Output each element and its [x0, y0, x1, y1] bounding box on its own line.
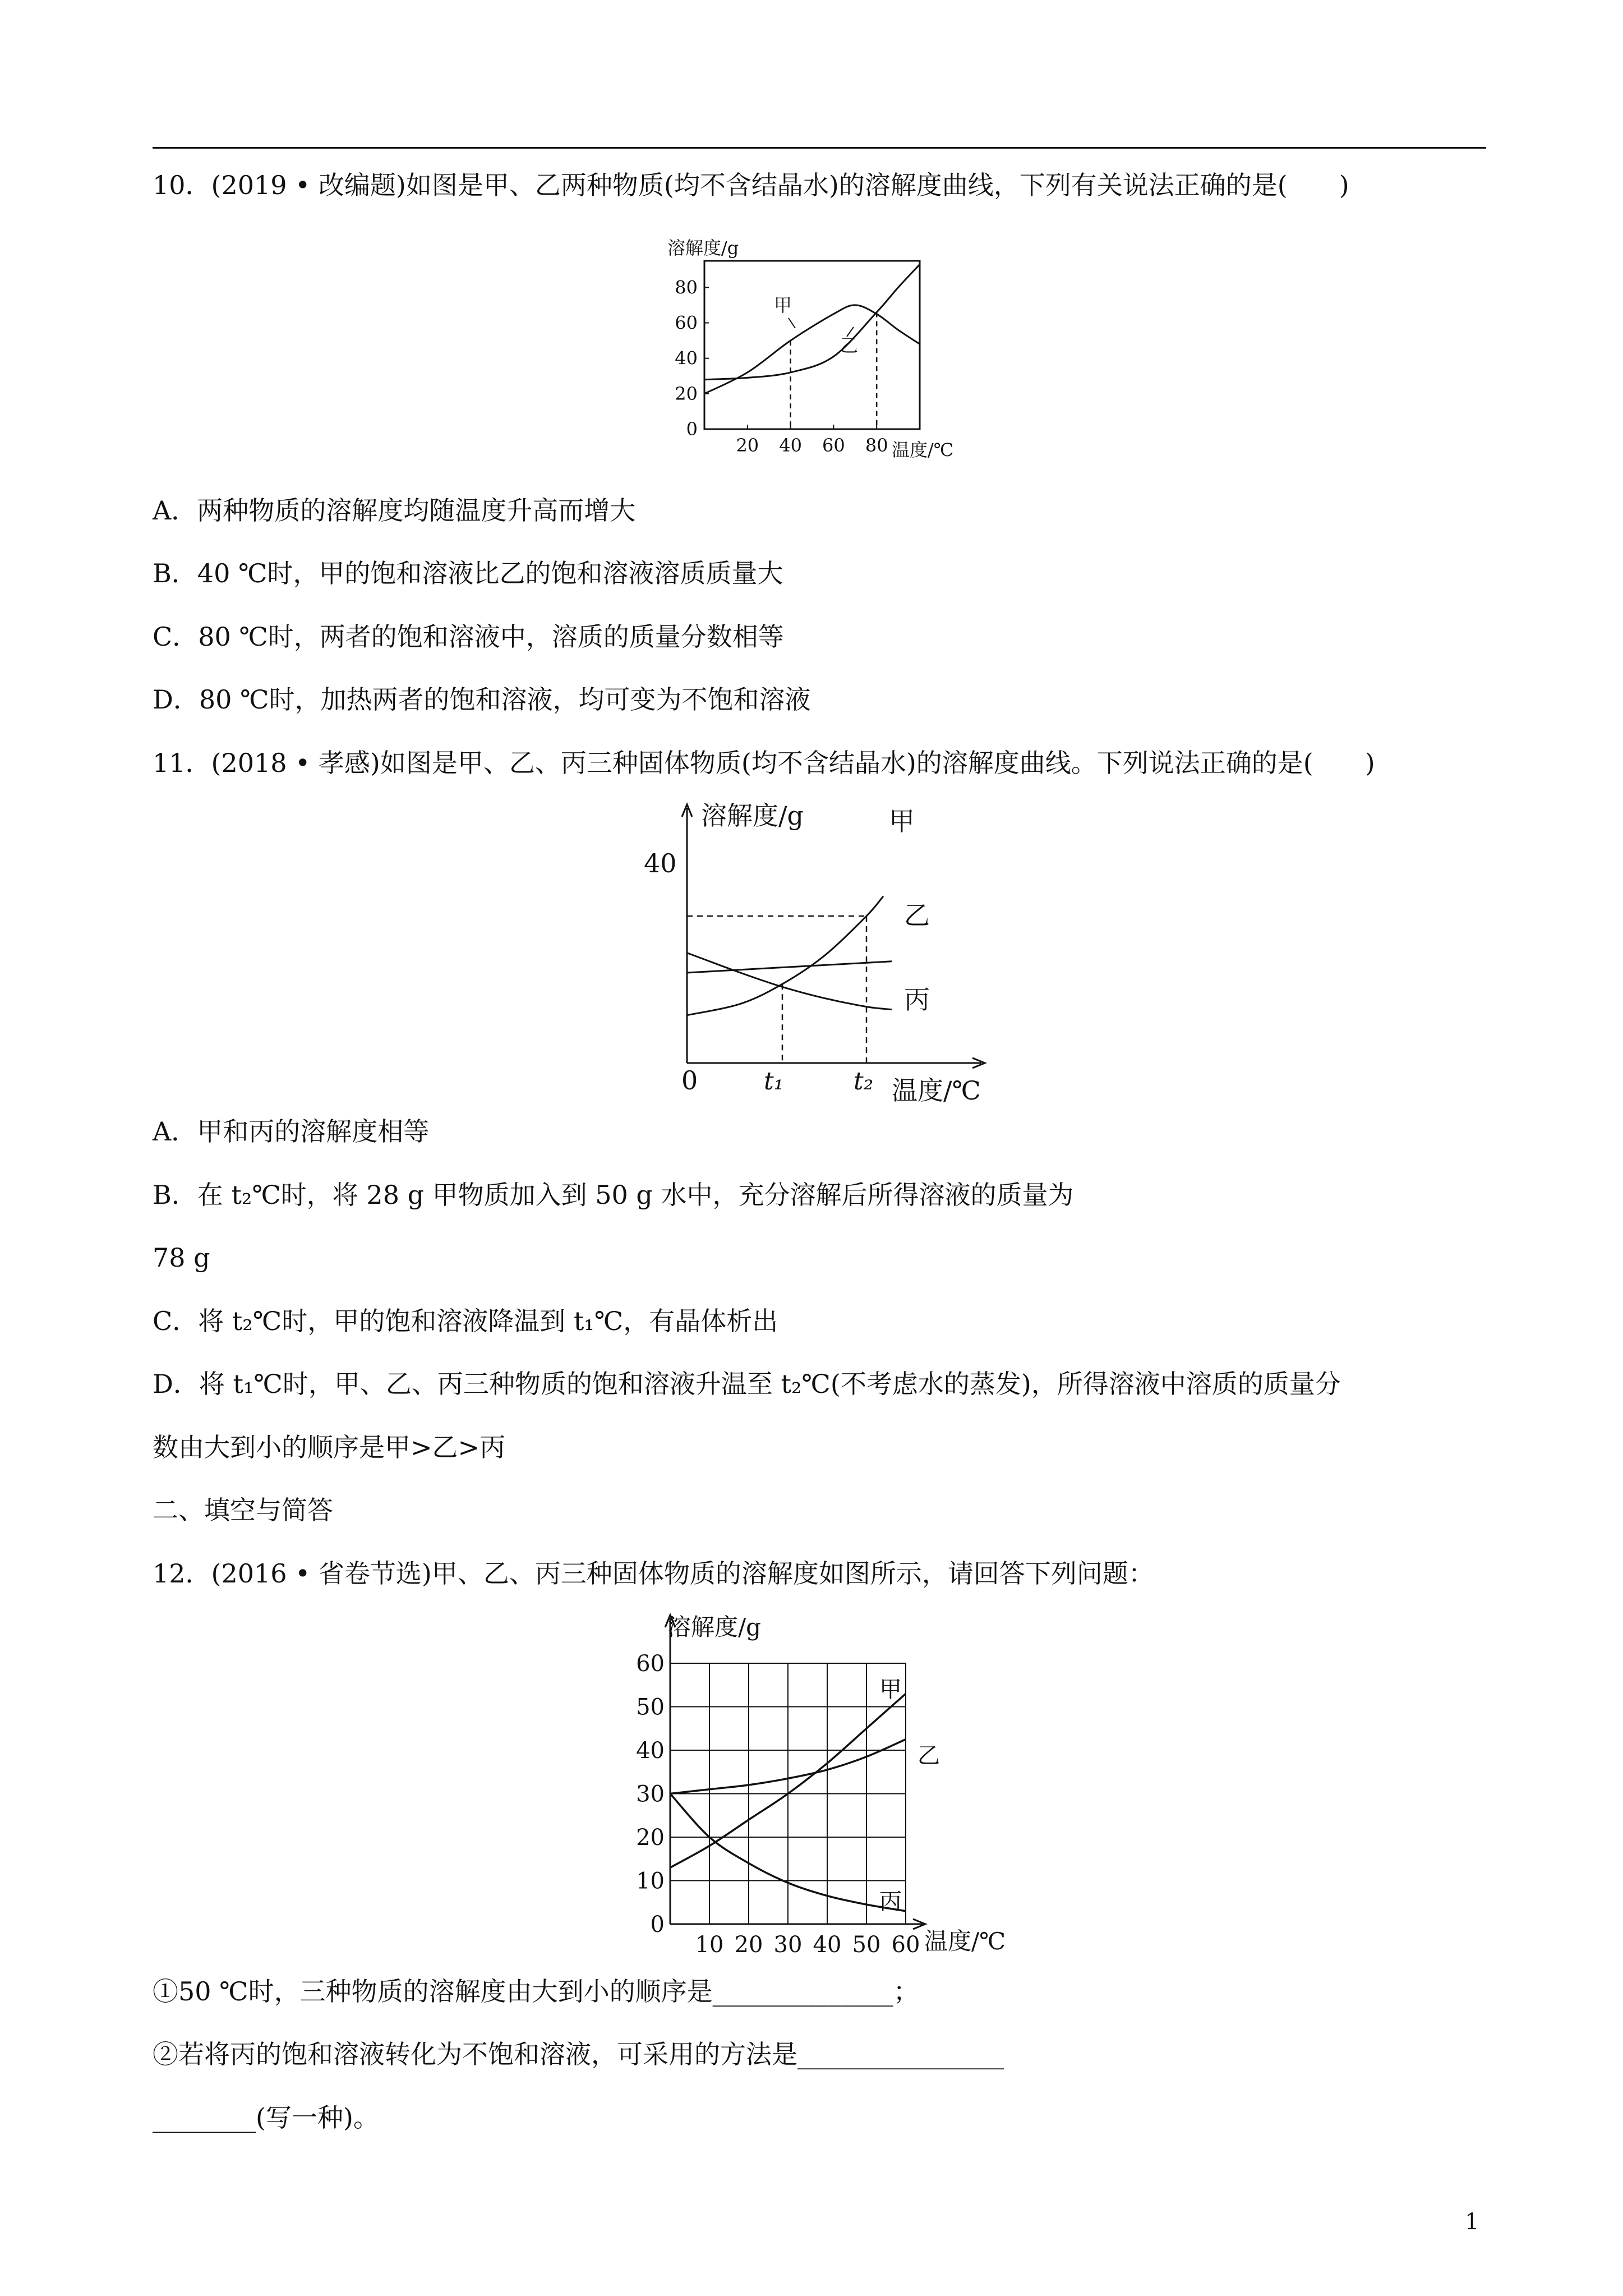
q10-option-d: D．80 ℃时，加热两者的饱和溶液，均可变为不饱和溶液: [153, 684, 811, 715]
fig3-xtick-label: 50: [852, 1932, 881, 1958]
fig3-ytick-label: 60: [636, 1651, 665, 1677]
fig2-ytick-40: 40: [644, 848, 677, 878]
q10-option-a: A．两种物质的溶解度均随温度升高而增大: [153, 495, 636, 526]
fig3-xlabel: 温度/℃: [924, 1927, 1006, 1955]
fig3-ytick-label: 50: [636, 1694, 665, 1720]
fig1-xlabel: 温度/℃: [892, 439, 954, 461]
q12-sub1: ①50 ℃时，三种物质的溶解度由大到小的顺序是______________；: [153, 1976, 919, 2007]
q11-option-b-cont: 78 g: [153, 1243, 210, 1273]
q10-stem: 10．(2019 • 改编题)如图是甲、乙两种物质(均不含结晶水)的溶解度曲线，下列有关说法正确的是( ): [153, 170, 1349, 200]
fig2-spacer: [875, 825, 883, 895]
section-heading: 二、填空与简答: [153, 1495, 333, 1525]
q12-sub2: ②若将丙的饱和溶液转化为不饱和溶液，可采用的方法是________________: [153, 2039, 1004, 2069]
fig2-series-curve-2: [687, 953, 892, 1010]
fig2-xtick-t2: t₂: [854, 1067, 874, 1096]
fig2-ylabel: 溶解度/g: [701, 800, 804, 831]
q11-option-d-cont: 数由大到小的顺序是甲>乙>丙: [153, 1432, 506, 1462]
fig3-xtick-label: 60: [891, 1932, 920, 1958]
q11-option-c: C．将 t₂℃时，甲的饱和溶液降温到 t₁℃，有晶体析出: [153, 1306, 778, 1336]
q11-stem: 11．(2018 • 孝感)如图是甲、乙、丙三种固体物质(均不含结晶水)的溶解度曲线。下列说法正确的是( ): [153, 748, 1375, 778]
top-rule: [153, 147, 1486, 149]
fig1-xtick-label: 60: [822, 435, 845, 456]
fig3-ytick-label: 10: [636, 1868, 665, 1894]
fig2-origin: 0: [681, 1065, 698, 1096]
fig1-ylabel: 溶解度/g: [667, 237, 739, 259]
q12-stem: 12．(2016 • 省卷节选)甲、乙、丙三种固体物质的溶解度如图所示，请回答下列问题：: [153, 1558, 1154, 1589]
fig1-ytick-label: 60: [675, 312, 698, 334]
fig2-xtick-t1: t₁: [764, 1067, 784, 1096]
fig2-series-label-jia: 甲: [889, 806, 915, 836]
fig2-series-curve-1: [687, 961, 892, 973]
fig3-ylabel: 溶解度/g: [667, 1613, 762, 1641]
fig1-series-label-jia: 甲: [774, 295, 792, 316]
fig3-series-label-yi: 乙: [917, 1743, 940, 1769]
fig3-ytick-label: 40: [636, 1738, 665, 1764]
fig1-series-curve-0: [704, 305, 920, 394]
fig3-ytick-label: 30: [636, 1781, 665, 1807]
q10-option-c: C．80 ℃时，两者的饱和溶液中，溶质的质量分数相等: [153, 622, 784, 652]
fig3-xtick-label: 30: [773, 1932, 803, 1958]
fig2-series-curve-0: [687, 896, 883, 1015]
fig3-ytick-label: 0: [650, 1912, 665, 1938]
fig1-ytick-label: 80: [675, 277, 698, 298]
fig3-xtick-label: 10: [695, 1932, 724, 1958]
page-number: 1: [1465, 2209, 1479, 2235]
fig1-leader-jia: [789, 318, 795, 328]
q11-solubility-chart: [628, 797, 1032, 1111]
fig3-xtick-label: 40: [813, 1932, 842, 1958]
fig1-ytick-label: 0: [686, 418, 698, 440]
fig2-xlabel: 温度/℃: [892, 1075, 981, 1106]
fig1-frame: [704, 261, 920, 429]
fig1-ytick-label: 20: [675, 383, 698, 404]
q12-sub2-cont: ________(写一种)。: [153, 2102, 379, 2133]
fig1-ytick-label: 40: [675, 347, 698, 369]
fig3-series-label-bing: 丙: [879, 1889, 902, 1915]
q11-option-d: D．将 t₁℃时，甲、乙、丙三种物质的饱和溶液升温至 t₂℃(不考虑水的蒸发)，所得溶液中溶质的质量分: [153, 1369, 1341, 1399]
fig1-xtick-label: 40: [779, 435, 802, 456]
fig3-xtick-label: 20: [734, 1932, 763, 1958]
q12-solubility-chart: [606, 1607, 1032, 1966]
q11-option-a: A．甲和丙的溶解度相等: [153, 1116, 430, 1147]
fig3-ytick-label: 20: [636, 1825, 665, 1851]
q10-solubility-chart: [656, 227, 993, 468]
fig2-series-label-yi: 乙: [904, 900, 930, 931]
fig3-series-label-jia: 甲: [879, 1677, 902, 1703]
q10-option-b: B．40 ℃时，甲的饱和溶液比乙的饱和溶液溶质质量大: [153, 558, 783, 588]
fig1-series-label-yi: 乙: [840, 335, 859, 356]
fig2-series-label-bing: 丙: [904, 984, 930, 1015]
fig1-xtick-label: 80: [865, 435, 888, 456]
fig1-xtick-label: 20: [736, 435, 759, 456]
q11-option-b: B．在 t₂℃时，将 28 g 甲物质加入到 50 g 水中，充分溶解后所得溶液的质量为: [153, 1180, 1074, 1210]
